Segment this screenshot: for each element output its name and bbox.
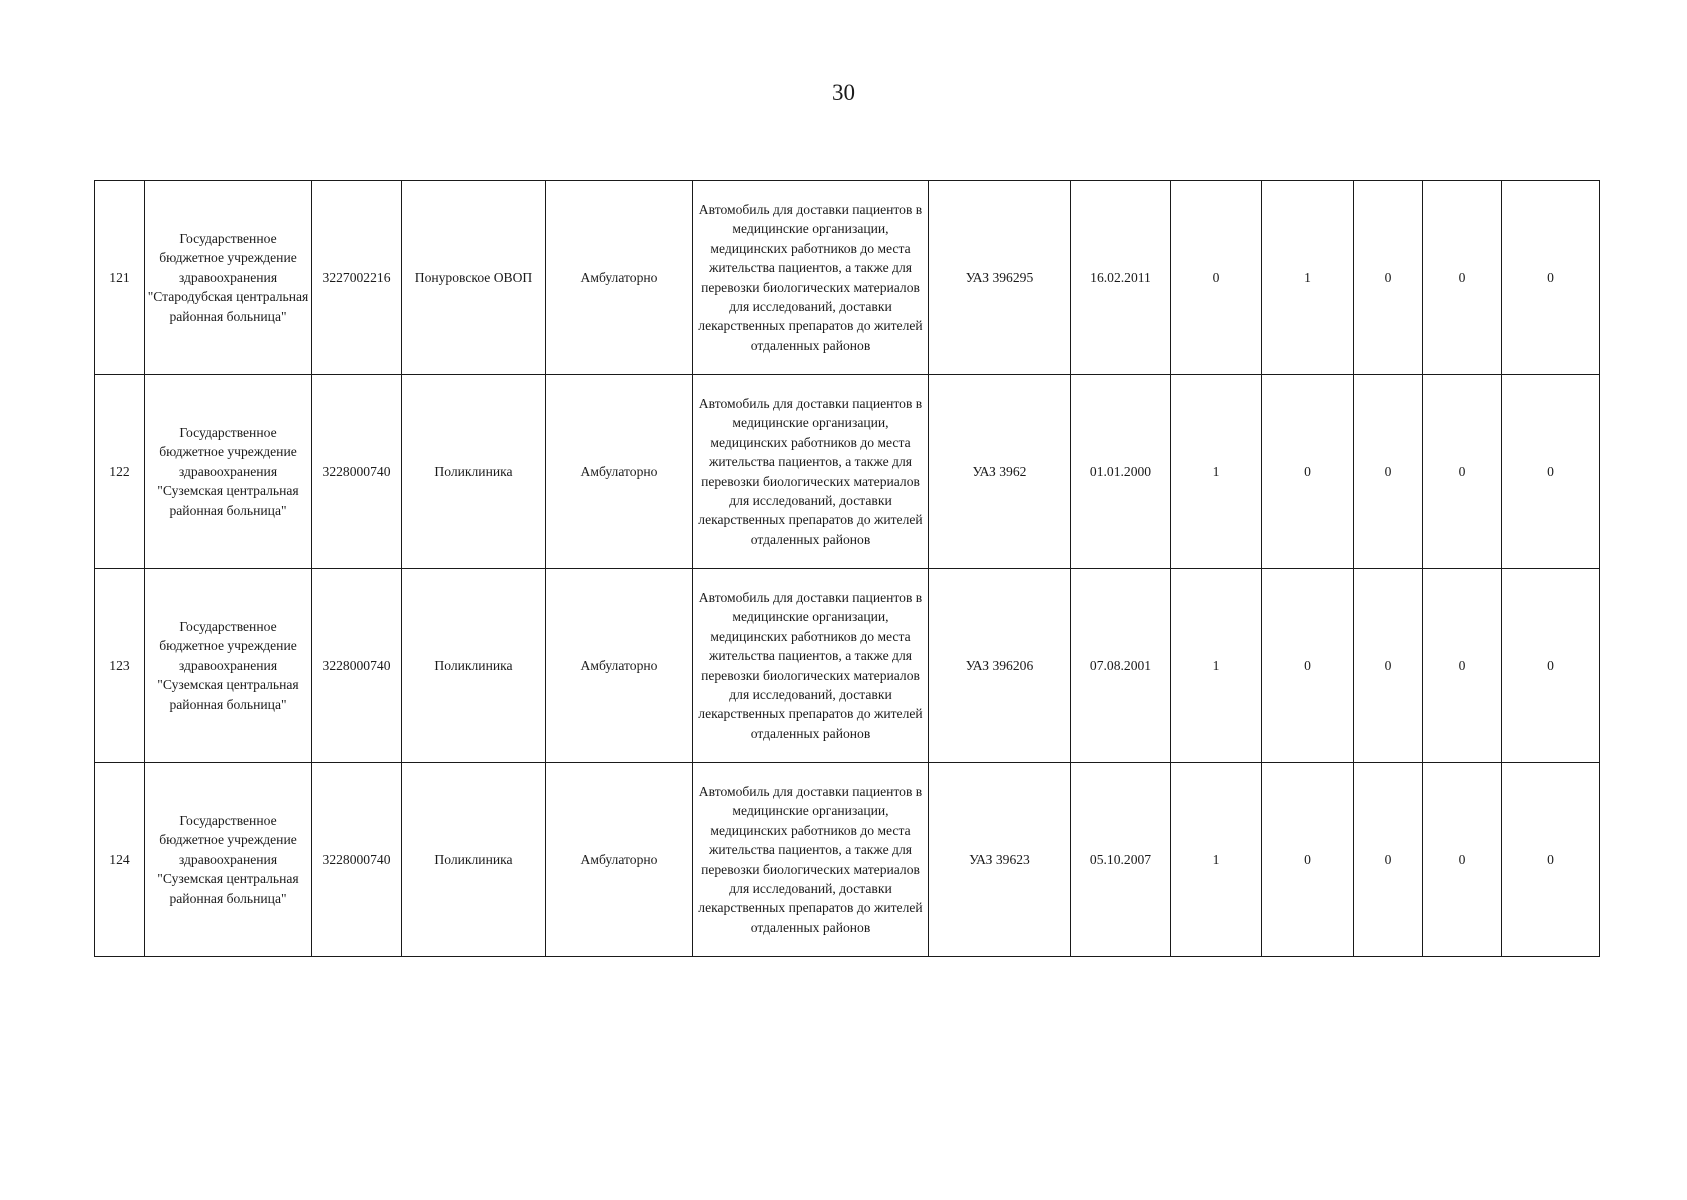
care-type-cell: Амбулаторно [546,569,693,763]
organization-cell: Государственное бюджетное учреждение здравоохранения "Стародубская центральная районная больница" [145,181,312,375]
count-cell-3: 0 [1354,763,1423,957]
count-cell-4: 0 [1423,181,1502,375]
row-number: 122 [95,375,145,569]
page-number: 30 [832,80,855,105]
purpose-cell: Автомобиль для доставки пациентов в медицинские организации, медицинских работников до места жительства пациентов, а также для перевозки биологических материалов для исследований, доставки лекарственных препаратов до жителей отдаленных районов [693,763,929,957]
count-cell-1: 1 [1171,569,1262,763]
inn-cell: 3228000740 [312,763,402,957]
table-row [95,569,1600,763]
count-cell-2: 1 [1262,181,1354,375]
inn-cell: 3228000740 [312,569,402,763]
vehicle-model-cell: УАЗ 396295 [929,181,1071,375]
vehicle-model-cell: УАЗ 396206 [929,569,1071,763]
count-cell-3: 0 [1354,181,1423,375]
count-cell-1: 0 [1171,181,1262,375]
organization-cell: Государственное бюджетное учреждение здравоохранения "Суземская центральная районная больница" [145,763,312,957]
count-cell-5: 0 [1502,181,1600,375]
purpose-cell: Автомобиль для доставки пациентов в медицинские организации, медицинских работников до места жительства пациентов, а также для перевозки биологических материалов для исследований, доставки лекарственных препаратов до жителей отдаленных районов [693,181,929,375]
count-cell-2: 0 [1262,763,1354,957]
table-row [95,763,1600,957]
unit-cell: Понуровское ОВОП [402,181,546,375]
care-type-cell: Амбулаторно [546,763,693,957]
vehicle-model-cell: УАЗ 39623 [929,763,1071,957]
count-cell-3: 0 [1354,569,1423,763]
purpose-cell: Автомобиль для доставки пациентов в медицинские организации, медицинских работников до места жительства пациентов, а также для перевозки биологических материалов для исследований, доставки лекарственных препаратов до жителей отдаленных районов [693,569,929,763]
count-cell-2: 0 [1262,375,1354,569]
table-row [95,375,1600,569]
inn-cell: 3227002216 [312,181,402,375]
count-cell-5: 0 [1502,375,1600,569]
date-cell: 01.01.2000 [1071,375,1171,569]
unit-cell: Поликлиника [402,763,546,957]
purpose-cell: Автомобиль для доставки пациентов в медицинские организации, медицинских работников до места жительства пациентов, а также для перевозки биологических материалов для исследований, доставки лекарственных препаратов до жителей отдаленных районов [693,375,929,569]
date-cell: 07.08.2001 [1071,569,1171,763]
organization-cell: Государственное бюджетное учреждение здравоохранения "Суземская центральная районная больница" [145,375,312,569]
table-row [95,181,1600,375]
count-cell-5: 0 [1502,763,1600,957]
count-cell-3: 0 [1354,375,1423,569]
row-number: 124 [95,763,145,957]
vehicle-model-cell: УАЗ 3962 [929,375,1071,569]
unit-cell: Поликлиника [402,375,546,569]
row-number: 121 [95,181,145,375]
count-cell-1: 1 [1171,375,1262,569]
count-cell-5: 0 [1502,569,1600,763]
care-type-cell: Амбулаторно [546,375,693,569]
count-cell-4: 0 [1423,763,1502,957]
row-number: 123 [95,569,145,763]
care-type-cell: Амбулаторно [546,181,693,375]
count-cell-2: 0 [1262,569,1354,763]
organization-cell: Государственное бюджетное учреждение здравоохранения "Суземская центральная районная больница" [145,569,312,763]
count-cell-4: 0 [1423,375,1502,569]
inn-cell: 3228000740 [312,375,402,569]
vehicle-table [94,180,1600,957]
unit-cell: Поликлиника [402,569,546,763]
count-cell-1: 1 [1171,763,1262,957]
date-cell: 16.02.2011 [1071,181,1171,375]
date-cell: 05.10.2007 [1071,763,1171,957]
count-cell-4: 0 [1423,569,1502,763]
